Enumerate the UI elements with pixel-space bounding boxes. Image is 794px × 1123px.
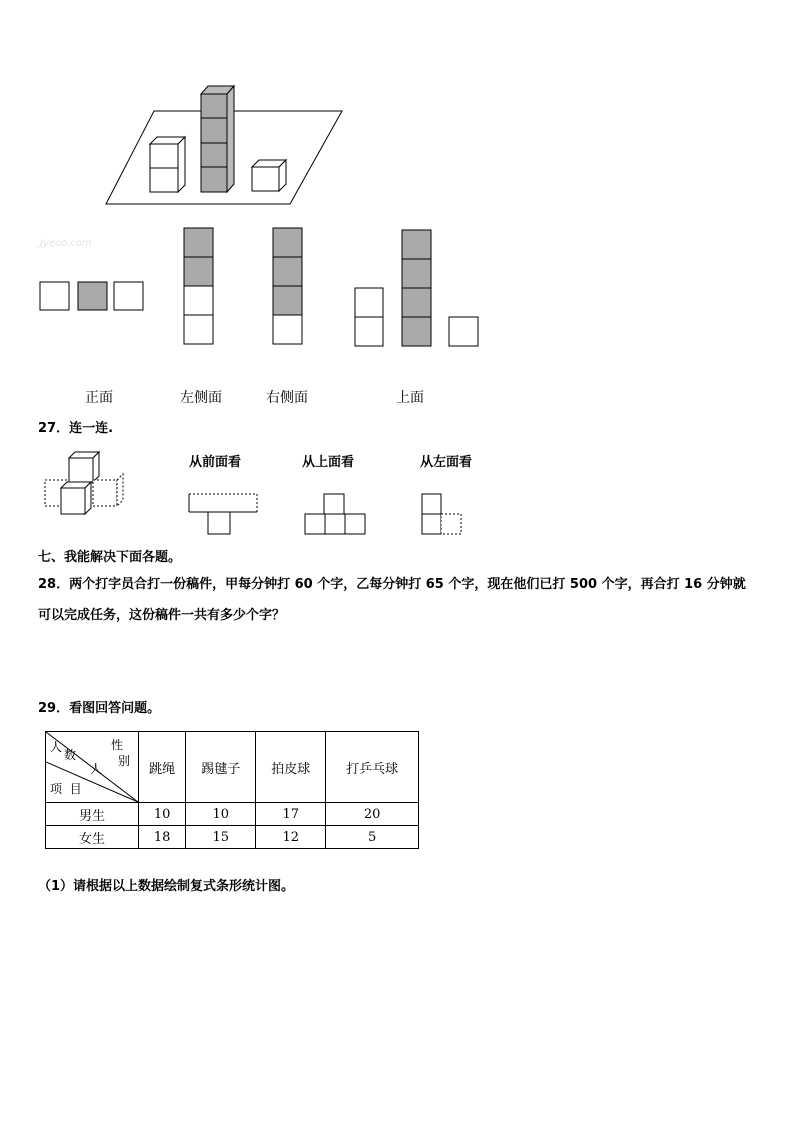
q27-view-front-shape	[188, 492, 260, 540]
corner-label-xing: 性	[111, 738, 124, 752]
corner-label-ren: 人	[50, 740, 63, 754]
table-col-header: 踢毽子	[186, 732, 256, 803]
table-corner-cell	[46, 732, 139, 803]
sports-data-table	[45, 731, 419, 849]
question-29-sub1: （1）请根据以上数据绘制复式条形统计图。	[38, 879, 295, 894]
view-label-front: 正面	[85, 390, 113, 406]
q27-3d-figure	[42, 448, 137, 518]
corner-label-bie: 别	[118, 754, 131, 768]
question-29-title: 29．看图回答问题。	[38, 701, 161, 716]
table-row	[46, 803, 419, 826]
table-header-row	[46, 732, 419, 803]
table-cell: 20	[326, 803, 419, 826]
question-28-line1: 28．两个打字员合打一份稿件，甲每分钟打 60 个字，乙每分钟打 65 个字，现在他们已打 500 个字，再合打 16 分钟就	[38, 577, 746, 592]
q27-view-top-shape	[303, 492, 369, 540]
question-28-line2: 可以完成任务，这份稿件一共有多少个字？	[38, 608, 286, 623]
table-cell: 15	[186, 826, 256, 849]
table-cell: 10	[139, 803, 186, 826]
orthographic-views-figure	[38, 225, 488, 350]
q27-header-top: 从上面看	[302, 455, 355, 470]
table-col-header: 拍皮球	[256, 732, 326, 803]
view-label-right: 右侧面	[266, 390, 308, 406]
table-row	[46, 826, 419, 849]
cube-arrangement-figure	[100, 80, 350, 210]
corner-label-shu: 数	[64, 748, 77, 762]
table-col-header: 跳绳	[139, 732, 186, 803]
q27-view-left-shape	[419, 492, 467, 540]
q27-header-front: 从前面看	[189, 455, 242, 470]
table-cell: 12	[256, 826, 326, 849]
view-label-left: 左侧面	[180, 390, 222, 406]
q27-header-left: 从左面看	[420, 455, 473, 470]
row-label: 女生	[46, 826, 139, 849]
table-cell: 5	[326, 826, 419, 849]
table-cell: 17	[256, 803, 326, 826]
watermark-text: Jyeoo.com	[40, 238, 92, 249]
corner-label-xiangmu: 项 目	[50, 782, 82, 796]
corner-label-ren2: 人	[90, 762, 103, 776]
table-col-header: 打乒乓球	[326, 732, 419, 803]
table-cell: 10	[186, 803, 256, 826]
table-cell: 18	[139, 826, 186, 849]
section-7-title: 七、我能解决下面各题。	[38, 550, 182, 565]
row-label: 男生	[46, 803, 139, 826]
question-27-title: 27．连一连.	[38, 421, 114, 436]
view-label-top: 上面	[396, 390, 424, 406]
